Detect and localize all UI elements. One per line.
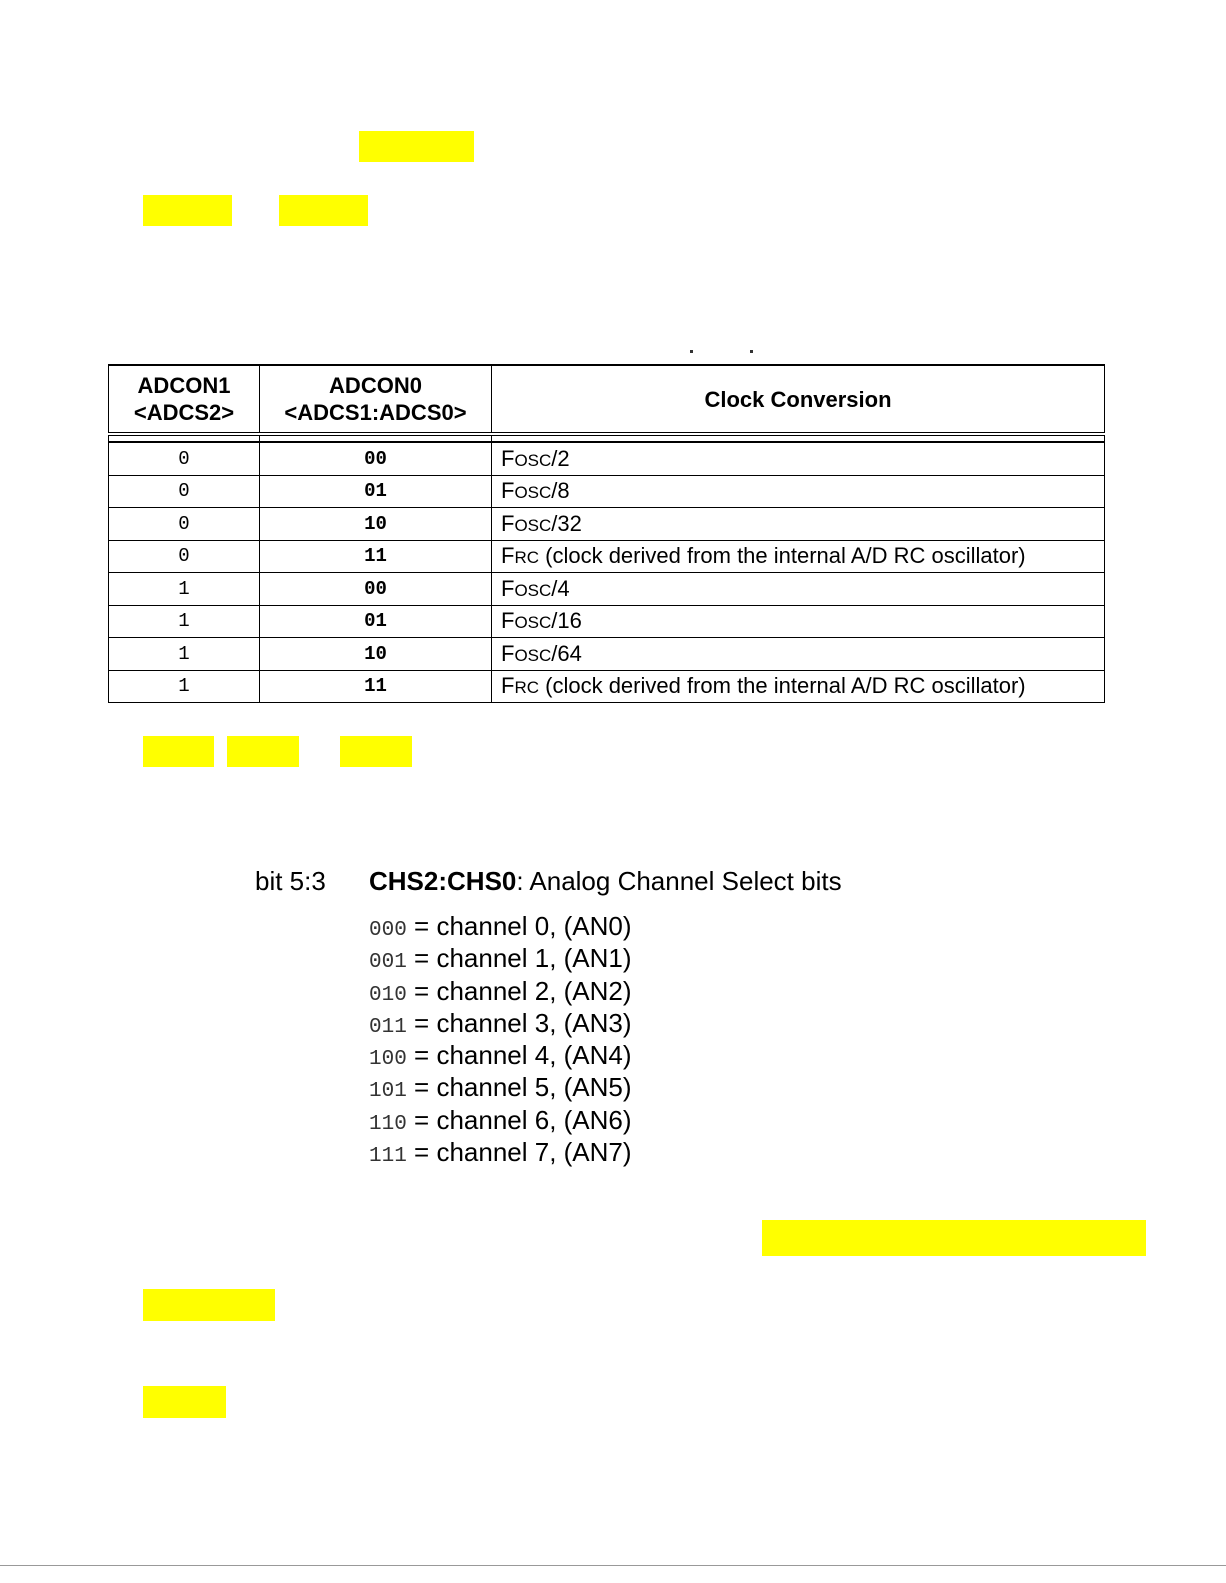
channel-code: 110	[369, 1112, 407, 1136]
table-row	[109, 605, 1105, 638]
highlight-block	[143, 195, 232, 226]
field-description: : Analog Channel Select bits	[516, 866, 842, 896]
highlight-block	[340, 736, 412, 767]
clock-prefix: F	[501, 608, 515, 634]
highlight-block	[143, 1289, 275, 1321]
channel-text: = channel 4, (AN4)	[406, 1040, 632, 1071]
channel-text: = channel 2, (AN2)	[406, 975, 632, 1006]
list-item	[369, 1136, 632, 1168]
bit-label: bit 5:3	[255, 866, 326, 896]
channel-code: 000	[369, 919, 407, 942]
clock-prefix: F	[501, 445, 515, 471]
adcs2-cell: 0	[109, 508, 260, 541]
clock-subscript: OSC	[514, 613, 552, 633]
adcs1-adcs0-cell: 11	[260, 540, 492, 573]
adcs1-adcs0-cell: 11	[260, 670, 492, 703]
clock-subscript: OSC	[514, 450, 552, 470]
adcs1-adcs0-cell: 10	[260, 638, 492, 671]
clock-subscript: OSC	[514, 483, 552, 503]
adcs1-adcs0-cell: 00	[260, 442, 492, 475]
clock-conversion-cell	[492, 540, 1105, 573]
channel-code: 100	[369, 1048, 407, 1072]
clock-prefix: F	[501, 543, 515, 569]
list-item	[369, 1007, 632, 1039]
adcs2-cell: 1	[109, 605, 260, 638]
adcs2-cell: 1	[109, 573, 260, 606]
adcs2-cell: 0	[109, 540, 260, 573]
adcs2-cell: 0	[109, 475, 260, 508]
adcs1-adcs0-cell: 00	[260, 573, 492, 606]
adcs1-adcs0-cell: 01	[260, 605, 492, 638]
highlight-block	[143, 1386, 226, 1418]
field-title	[369, 866, 842, 897]
channel-code: 011	[369, 1015, 407, 1039]
channel-text: = channel 5, (AN5)	[406, 1072, 632, 1103]
highlight-block	[143, 736, 214, 767]
clock-subscript: OSC	[514, 580, 552, 600]
table-row	[109, 573, 1105, 606]
clock-conversion-cell	[492, 605, 1105, 638]
channel-text: = channel 6, (AN6)	[406, 1104, 632, 1135]
clock-subscript: OSC	[514, 515, 552, 535]
clock-subscript: OSC	[514, 645, 552, 665]
table-row	[109, 670, 1105, 703]
table-row	[109, 508, 1105, 541]
table-row	[109, 638, 1105, 671]
channel-options-list	[369, 910, 632, 1168]
clock-text: /32	[551, 510, 582, 536]
clock-conversion-table	[108, 364, 1104, 703]
channel-code: 111	[369, 1145, 407, 1169]
table-header-row	[109, 365, 1105, 434]
field-name: CHS2:CHS0	[369, 866, 517, 896]
adcs2-cell: 1	[109, 638, 260, 671]
page-bottom-rule	[0, 1565, 1226, 1566]
header-adcon1: ADCON1 <ADCS2>	[109, 365, 260, 434]
table-row	[109, 475, 1105, 508]
clock-text: /2	[551, 445, 570, 471]
clock-text: /64	[551, 640, 582, 666]
scan-artifact	[690, 350, 693, 353]
list-item	[369, 1039, 632, 1071]
list-item	[369, 1071, 632, 1103]
table-row	[109, 540, 1105, 573]
clock-conversion-cell	[492, 442, 1105, 475]
adcs1-adcs0-cell: 10	[260, 508, 492, 541]
channel-text: = channel 7, (AN7)	[406, 1137, 632, 1168]
clock-prefix: F	[501, 510, 515, 536]
highlight-block	[279, 195, 368, 226]
adcs1-adcs0-cell: 01	[260, 475, 492, 508]
clock-prefix: F	[501, 673, 515, 699]
highlight-block	[227, 736, 299, 767]
channel-code: 101	[369, 1080, 407, 1104]
clock-prefix: F	[501, 640, 515, 666]
clock-text: /16	[551, 608, 582, 634]
list-item	[369, 1104, 632, 1136]
header-adcon0: ADCON0 <ADCS1:ADCS0>	[260, 365, 492, 434]
table-row	[109, 442, 1105, 475]
highlight-block	[359, 131, 474, 162]
clock-conversion-cell	[492, 670, 1105, 703]
clock-conversion-cell	[492, 508, 1105, 541]
channel-text: = channel 1, (AN1)	[406, 943, 632, 974]
clock-prefix: F	[501, 575, 515, 601]
header-clock-conversion: Clock Conversion	[492, 365, 1105, 434]
clock-conversion-cell	[492, 573, 1105, 606]
channel-text: = channel 0, (AN0)	[406, 911, 632, 941]
clock-text: (clock derived from the internal A/D RC oscillator)	[539, 673, 1026, 699]
clock-text: /4	[551, 575, 570, 601]
clock-conversion-cell	[492, 475, 1105, 508]
clock-prefix: F	[501, 478, 515, 504]
clock-conversion-cell	[492, 638, 1105, 671]
channel-code: 001	[369, 951, 407, 975]
scan-artifact	[750, 350, 753, 353]
highlight-block	[762, 1220, 1146, 1256]
adcs2-cell: 1	[109, 670, 260, 703]
channel-text: = channel 3, (AN3)	[406, 1007, 632, 1038]
list-item	[369, 975, 632, 1007]
adcs2-cell: 0	[109, 442, 260, 475]
list-item	[369, 910, 632, 942]
clock-subscript: RC	[514, 548, 540, 568]
clock-text: /8	[551, 478, 570, 504]
channel-code: 010	[369, 983, 407, 1007]
clock-subscript: RC	[514, 678, 540, 698]
clock-text: (clock derived from the internal A/D RC oscillator)	[539, 543, 1026, 569]
list-item	[369, 942, 632, 974]
